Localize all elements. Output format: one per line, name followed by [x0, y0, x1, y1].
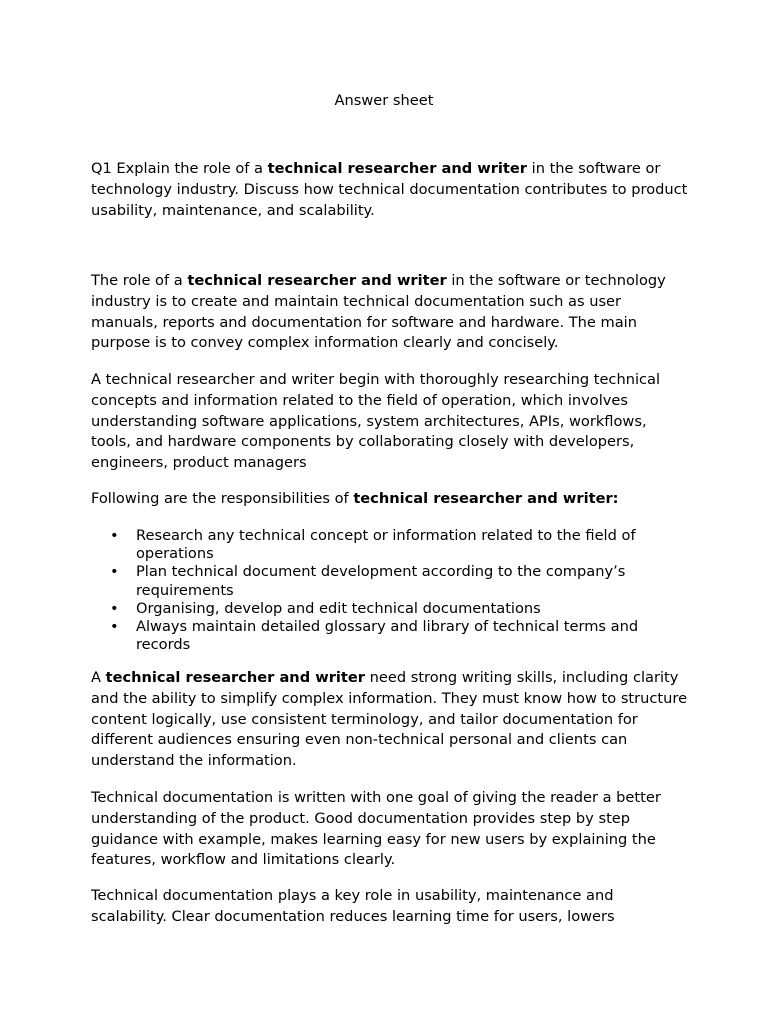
bullet-icon: •	[110, 599, 119, 617]
paragraph-3-bold-term: technical researcher and writer	[105, 669, 365, 686]
responsibilities-list	[91, 527, 691, 654]
paragraph-3-prefix: A	[91, 669, 106, 686]
question-paragraph	[91, 159, 691, 221]
list-item-text: Plan technical document development according to the company’s requirements	[136, 563, 626, 599]
responsibilities-intro	[91, 489, 691, 510]
list-item	[91, 563, 691, 599]
document-title: Answer sheet	[334, 92, 434, 109]
bullet-icon: •	[110, 618, 119, 636]
answer-paragraph-2: A technical researcher and writer begin with thoroughly researching technical concepts and information related to the field of operation, which involves understanding software applications, system architectures, APIs, workflows, tools, and hardware components by collaborating closely with developers, engineers, product managers	[91, 371, 661, 472]
responsibilities-intro-prefix: Following are the responsibilities of	[91, 490, 354, 507]
paragraph-1-prefix: The role of a	[91, 272, 188, 289]
list-item-text: Organising, develop and edit technical documentations	[136, 599, 541, 617]
list-item-text: Research any technical concept or information related to the field of operations	[136, 527, 636, 563]
bullet-icon: •	[110, 527, 119, 544]
paragraph-3-suffix: need strong writing skills, including clarity and the ability to simplify complex information. They must know how to structure content logically, use consistent terminology, and tailor documentation for different audiences ensuring even non-technical personal and clients can understand the information.	[91, 669, 688, 770]
list-item	[91, 600, 691, 618]
list-item	[91, 618, 691, 654]
question-suffix: in the software or technology industry. Discuss how technical documentation contributes to product usability, maintenance, and scalability.	[91, 160, 688, 219]
answer-paragraph-1	[91, 271, 691, 354]
question-prefix: Q1 Explain the role of a	[91, 160, 268, 177]
list-item-text: Always maintain detailed glossary and library of technical terms and records	[136, 618, 639, 654]
answer-paragraph-5: Technical documentation plays a key role in usability, maintenance and scalability. Clear documentation reduces learning time for users, lowers	[91, 887, 615, 925]
question-bold-term: technical researcher and writer	[267, 160, 527, 177]
answer-paragraph-4: Technical documentation is written with one goal of giving the reader a better understanding of the product. Good documentation provides step by step guidance with example, makes learning easy for new users by explaining the features, workflow and limitations clearly.	[91, 789, 661, 869]
responsibilities-intro-bold: technical researcher and writer:	[353, 490, 619, 507]
bullet-icon: •	[110, 563, 119, 581]
paragraph-1-suffix: in the software or technology industry is to create and maintain technical documentation such as user manuals, reports and documentation for software and hardware. The main purpose is to convey complex information clearly and concisely.	[91, 272, 666, 352]
list-item	[91, 527, 691, 563]
answer-paragraph-3	[91, 668, 691, 772]
paragraph-1-bold-term: technical researcher and writer	[187, 272, 447, 289]
